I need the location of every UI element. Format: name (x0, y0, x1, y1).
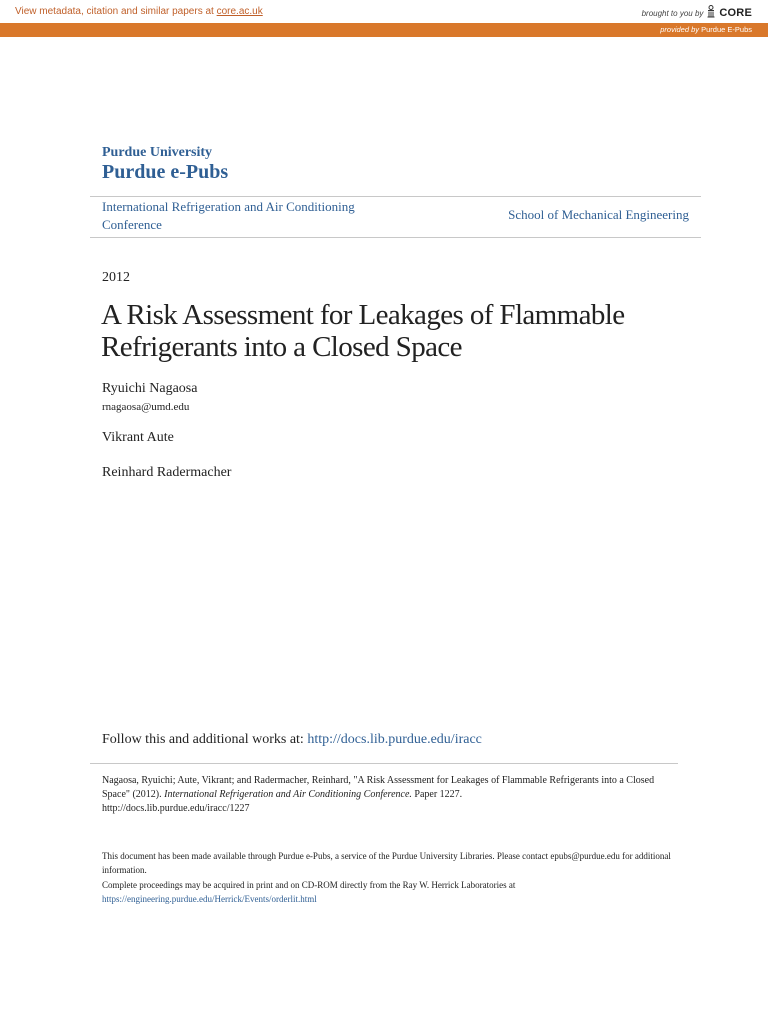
core-link[interactable]: core.ac.uk (216, 6, 263, 17)
follow-divider (90, 763, 678, 764)
publication-year: 2012 (102, 270, 130, 285)
citation-authors-title: Nagaosa, Ryuichi; Aute, Vikrant; and Radermacher, Reinhard, "A Risk Assessment for Leakages of Flammable Refrigerants into a Closed Space" (2012). (102, 775, 655, 801)
core-view-text: View metadata, citation and similar papers at (15, 6, 214, 17)
citation-block (102, 774, 682, 817)
header-divider-bottom (90, 237, 701, 238)
citation-venue: International Refrigeration and Air Conditioning Conference. (164, 789, 412, 801)
author-name: Ryuichi Nagaosa (102, 381, 198, 396)
follow-line (102, 732, 482, 748)
paper-title: A Risk Assessment for Leakages of Flammable Refrigerants into a Closed Space (101, 299, 625, 363)
notice-text: This document has been made available through Purdue e-Pubs, a service of the Purdue University Libraries. Please contact epubs@purdue.edu for additional information. (102, 851, 671, 876)
author-email[interactable]: rnagaosa@umd.edu (102, 401, 190, 413)
availability-notice (102, 849, 682, 906)
university-name[interactable]: Purdue University (102, 145, 213, 160)
provider-name: Purdue E-Pubs (701, 25, 752, 34)
core-provider-bar (0, 23, 768, 37)
proceedings-text: Complete proceedings may be acquired in print and on CD-ROM directly from the Ray W. Herrick Laboratories at (102, 879, 516, 890)
header-divider-top (90, 196, 701, 197)
provider-text (660, 25, 752, 34)
provided-prefix: provided by (660, 25, 700, 34)
follow-link[interactable]: http://docs.lib.purdue.edu/iracc (307, 732, 482, 747)
author-name: Reinhard Radermacher (102, 465, 232, 480)
core-brand (642, 5, 752, 21)
brought-to-you-text: brought to you by (641, 8, 704, 18)
citation-paper-number: Paper 1227. (414, 789, 463, 801)
author-name: Vikrant Aute (102, 430, 174, 445)
repository-name[interactable]: Purdue e-Pubs (102, 161, 229, 183)
school-link[interactable]: School of Mechanical Engineering (508, 207, 689, 222)
core-banner (0, 0, 768, 24)
follow-text: Follow this and additional works at: (102, 732, 304, 747)
citation-url[interactable]: http://docs.lib.purdue.edu/iracc/1227 (102, 803, 250, 815)
core-metadata-notice (15, 6, 263, 17)
core-logo-text: CORE (719, 7, 752, 19)
core-logo-icon (706, 5, 716, 21)
proceedings-link[interactable]: https://engineering.purdue.edu/Herrick/Events/orderlit.html (102, 893, 317, 904)
conference-link[interactable]: International Refrigeration and Air Conditioning Conference (102, 199, 355, 232)
